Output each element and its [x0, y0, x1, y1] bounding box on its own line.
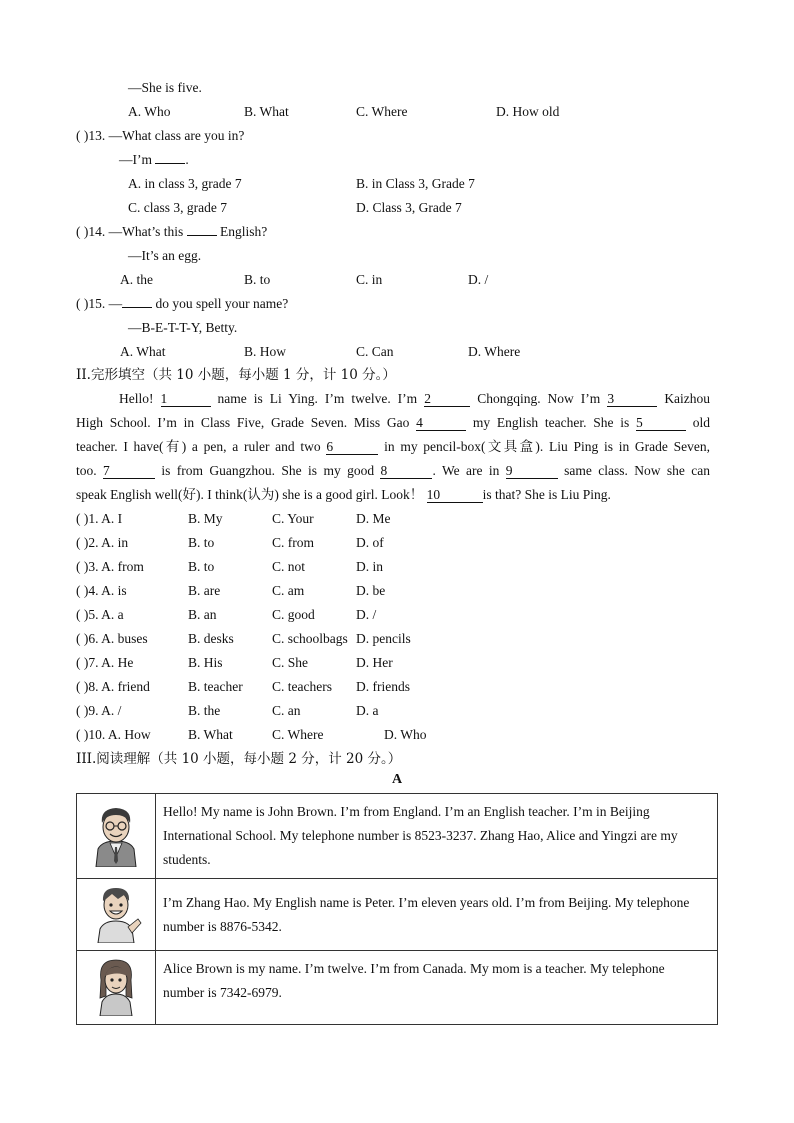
q13-option-c: C. class 3, grade 7: [128, 200, 227, 215]
cloze-blank-8[interactable]: 8: [380, 464, 432, 479]
cloze-q2-c: C. from: [272, 535, 314, 550]
cloze-q10-c: C. Where: [272, 727, 324, 742]
q14-bracket: ( )14.: [76, 224, 106, 239]
q12-option-d: D. How old: [496, 104, 560, 119]
cloze-q2-d: D. of: [356, 535, 384, 550]
cloze-blank-6[interactable]: 6: [326, 440, 378, 455]
cloze-q3-c: C. not: [272, 559, 306, 574]
cloze-q6-b: B. desks: [188, 631, 234, 646]
q15-blank[interactable]: [122, 307, 152, 308]
cloze-q9-b: B. the: [188, 703, 221, 718]
q15-option-a: A. What: [120, 344, 166, 359]
cloze-q6-d: D. pencils: [356, 631, 411, 646]
cloze-q2-a: ( )2. A. in: [76, 535, 129, 550]
girl-portrait-cell: [77, 951, 156, 1025]
cloze-q4-d: D. be: [356, 583, 386, 598]
reading-part-label: A: [391, 772, 403, 787]
q15-prompt-pre: —: [108, 296, 123, 311]
boy-portrait-cell: [77, 879, 156, 951]
q12-answer: —She is five.: [128, 80, 202, 95]
cloze-q8-b: B. teacher: [188, 679, 243, 694]
q14-blank[interactable]: [187, 235, 217, 236]
teacher-portrait-cell: [77, 794, 156, 879]
q15-option-d: D. Where: [468, 344, 521, 359]
cloze-q1-d: D. Me: [356, 511, 391, 526]
cloze-q4-b: B. are: [188, 583, 221, 598]
cloze-q10-d: D. Who: [384, 727, 427, 742]
boy-portrait-icon: [88, 883, 144, 943]
reading-text-1: Hello! My name is John Brown. I’m from England. I’m an English teacher. I’m in Beijing International School. My telephone number is 8523-3237. Zhang Hao, Alice and Yingzi are my students.: [156, 794, 718, 879]
cloze-q3-a: ( )3. A. from: [76, 559, 144, 574]
q13-reply-post: .: [185, 152, 189, 167]
section-3-title: III.阅读理解（共 10 小题，每小题 2 分，计 20 分。）: [76, 751, 402, 767]
cloze-q3-d: D. in: [356, 559, 383, 574]
cloze-blank-7[interactable]: 7: [103, 464, 155, 479]
reading-table: [76, 793, 718, 1025]
cloze-blank-1[interactable]: 1: [161, 392, 211, 407]
cloze-line-5: speak English well(好). I think(认为) she is a good girl. Look！ 10 is that? She is Liu Ping.: [76, 487, 611, 502]
cloze-q3-b: B. to: [188, 559, 215, 574]
q13-bracket: ( )13.: [76, 128, 106, 143]
q13-blank[interactable]: [155, 163, 185, 164]
cloze-q1-c: C. Your: [272, 511, 314, 526]
cloze-q6-c: C. schoolbags: [272, 631, 348, 646]
cloze-q10-b: B. What: [188, 727, 233, 742]
q13-option-b: B. in Class 3, Grade 7: [356, 176, 475, 191]
q13-option-a: A. in class 3, grade 7: [128, 176, 242, 191]
cloze-q8-d: D. friends: [356, 679, 410, 694]
q13-option-d: D. Class 3, Grade 7: [356, 200, 462, 215]
q13-reply: [119, 151, 189, 169]
q13-prompt: —What class are you in?: [108, 128, 245, 143]
q14-option-a: A. the: [120, 272, 153, 287]
q12-option-c: C. Where: [356, 104, 408, 119]
cloze-q5-b: B. an: [188, 607, 217, 622]
cloze-blank-5[interactable]: 5: [636, 416, 686, 431]
cloze-q8-a: ( )8. A. friend: [76, 679, 150, 694]
teacher-portrait-icon: [88, 801, 144, 867]
q15-stem: [76, 295, 288, 313]
q15-reply: —B-E-T-T-Y, Betty.: [128, 320, 238, 335]
q14-reply: —It’s an egg.: [128, 248, 202, 263]
reading-row-3: [77, 951, 718, 1025]
cloze-line-1: Hello! 1 name is Li Ying. I’m twelve. I’m 2 Chongqing. Now I’m 3 Kaizhou: [119, 391, 711, 406]
reading-text-2: I’m Zhang Hao. My English name is Peter. I’m eleven years old. I’m from Beijing. My telephone number is 8876-5342.: [156, 879, 718, 951]
reading-row-2: [77, 879, 718, 951]
q14-option-d: D. /: [468, 272, 489, 287]
q14-option-c: C. in: [356, 272, 383, 287]
cloze-blank-10[interactable]: 10: [427, 488, 483, 503]
q15-option-b: B. How: [244, 344, 287, 359]
q13-reply-pre: —I’m: [119, 152, 152, 167]
section-2-title: II.完形填空（共 10 小题，每小题 1 分，计 10 分。）: [76, 367, 396, 383]
q15-prompt-post: do you spell your name?: [155, 296, 289, 311]
cloze-q5-c: C. good: [272, 607, 315, 622]
cloze-q10-a: ( )10. A. How: [76, 727, 151, 742]
cloze-q5-a: ( )5. A. a: [76, 607, 124, 622]
cloze-q7-d: D. Her: [356, 655, 393, 670]
cloze-q4-a: ( )4. A. is: [76, 583, 127, 598]
q12-option-b: B. What: [244, 104, 289, 119]
cloze-blank-3[interactable]: 3: [607, 392, 657, 407]
cloze-q4-c: C. am: [272, 583, 305, 598]
cloze-line-2: High School. I’m in Class Five, Grade Seven. Miss Gao 4 my English teacher. She is 5 old: [76, 415, 711, 430]
cloze-line-4: too. 7 is from Guangzhou. She is my good 8 . We are in 9 same class. Now she can: [76, 463, 711, 478]
cloze-blank-4[interactable]: 4: [416, 416, 466, 431]
q12-option-a: A. Who: [128, 104, 171, 119]
q14-stem: [76, 223, 267, 241]
cloze-line-3: teacher. I have(有) a pen, a ruler and two 6 in my pencil-box(文具盒). Liu Ping is in Grade Seven,: [76, 439, 711, 454]
q14-prompt-pre: —What’s this: [108, 224, 184, 239]
cloze-passage: [76, 387, 710, 507]
cloze-q7-b: B. His: [188, 655, 223, 670]
q14-prompt-post: English?: [220, 224, 268, 239]
cloze-q9-a: ( )9. A. /: [76, 703, 122, 718]
q15-option-c: C. Can: [356, 344, 394, 359]
cloze-q2-b: B. to: [188, 535, 215, 550]
reading-row-1: [77, 794, 718, 879]
cloze-q1-a: ( )1. A. I: [76, 511, 123, 526]
cloze-q7-c: C. She: [272, 655, 309, 670]
q15-bracket: ( )15.: [76, 296, 106, 311]
cloze-blank-9[interactable]: 9: [506, 464, 558, 479]
reading-text-3: Alice Brown is my name. I’m twelve. I’m from Canada. My mom is a teacher. My telephone number is 7342-6979.: [156, 951, 718, 1025]
q14-option-b: B. to: [244, 272, 271, 287]
cloze-q5-d: D. /: [356, 607, 377, 622]
cloze-q7-a: ( )7. A. He: [76, 655, 134, 670]
cloze-q6-a: ( )6. A. buses: [76, 631, 148, 646]
cloze-q1-b: B. My: [188, 511, 223, 526]
cloze-q9-c: C. an: [272, 703, 301, 718]
girl-portrait-icon: [88, 956, 144, 1016]
cloze-q9-d: D. a: [356, 703, 379, 718]
cloze-q8-c: C. teachers: [272, 679, 332, 694]
cloze-blank-2[interactable]: 2: [424, 392, 470, 407]
q13-stem: [76, 127, 244, 145]
